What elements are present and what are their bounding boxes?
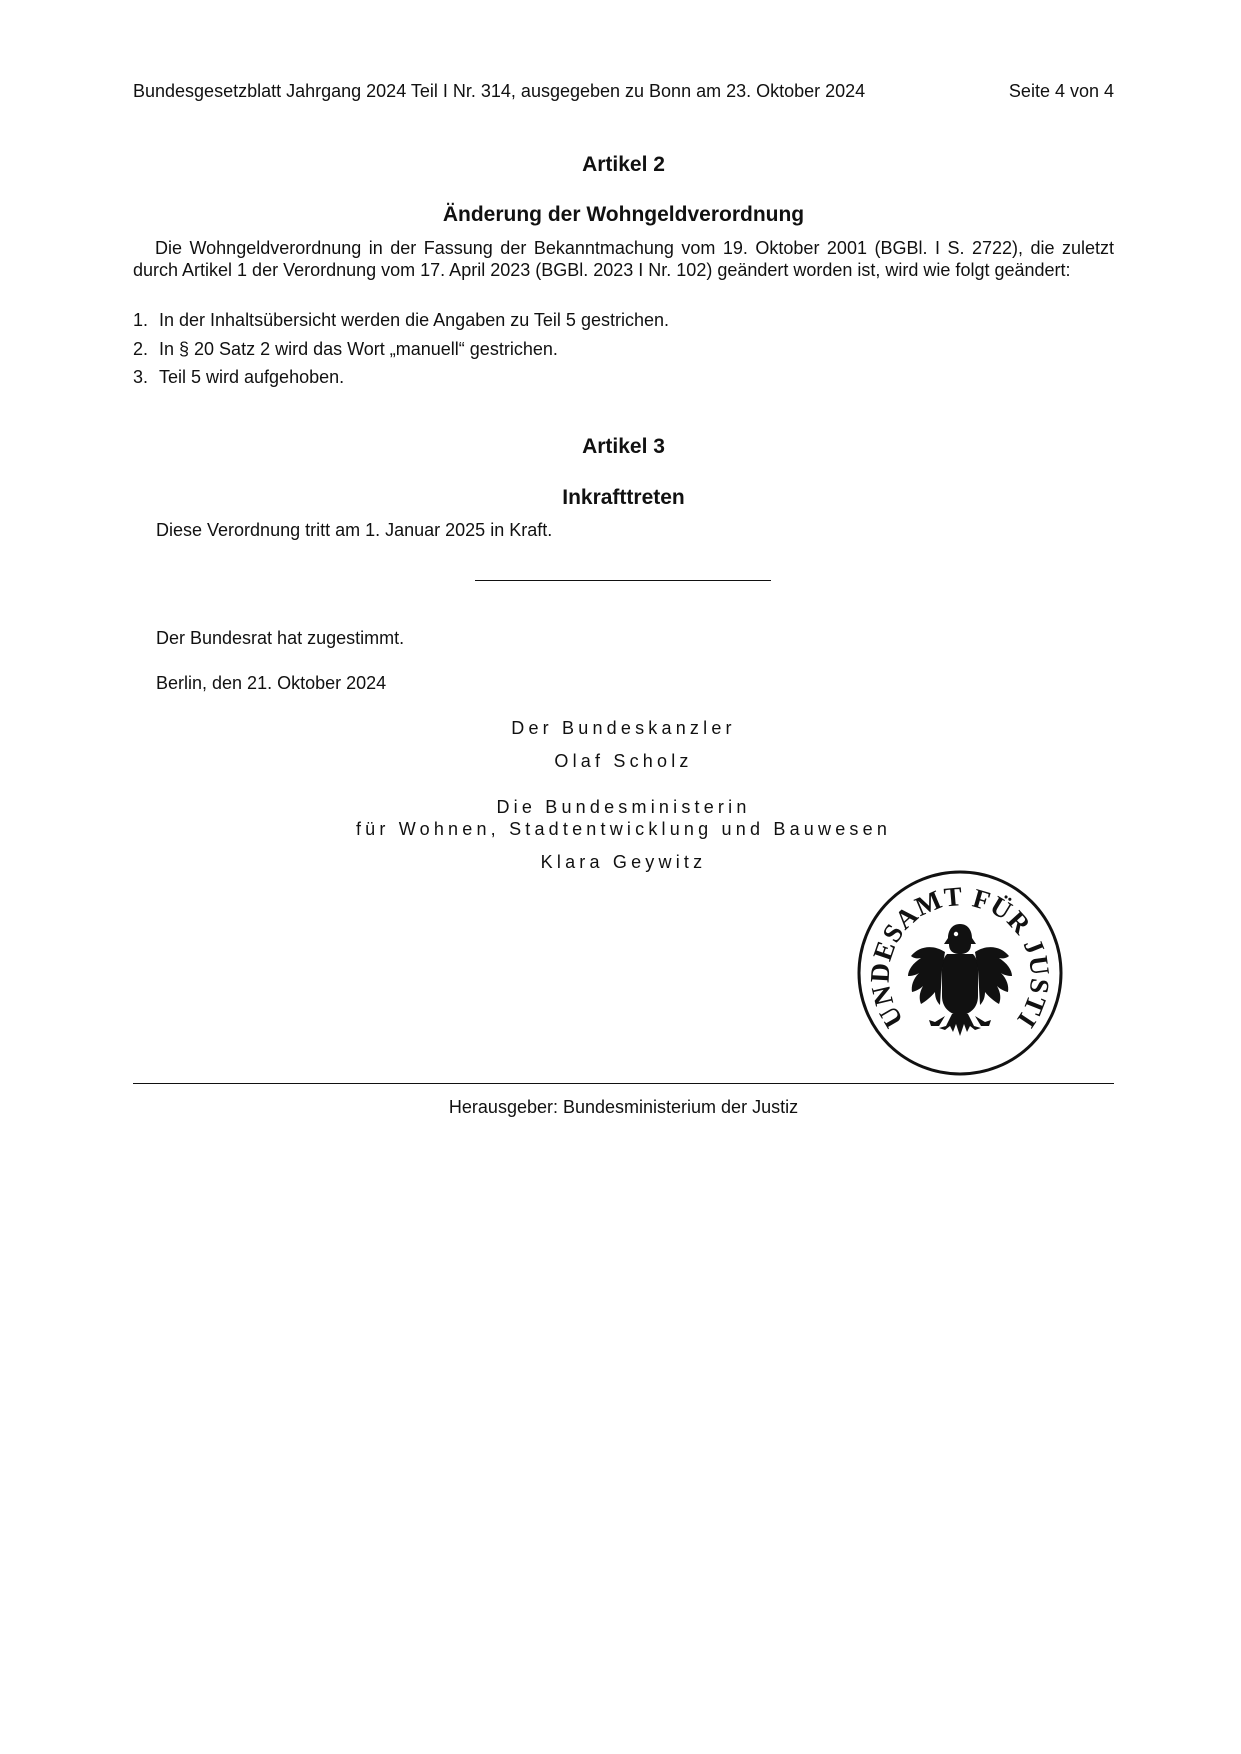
list-item-text: Teil 5 wird aufgehoben. (159, 367, 345, 387)
bundesrat-consent: Der Bundesrat hat zugestimmt. (156, 628, 405, 648)
list-item-number: 3. (133, 367, 149, 387)
article-3-text: Diese Verordnung tritt am 1. Januar 2025 in Kraft. (156, 520, 553, 540)
federal-eagle-icon (908, 924, 1012, 1036)
list-item-number: 1. (133, 310, 149, 330)
article-3-title: Inkrafttreten (562, 486, 685, 509)
separator-rule (475, 580, 771, 581)
publication-header: Bundesgesetzblatt Jahrgang 2024 Teil I Nr. 314, ausgegeben zu Bonn am 23. Oktober 2024 (133, 81, 866, 101)
list-item (133, 367, 344, 388)
seal-text: UNDESAMT FÜR JUSTI (864, 881, 1056, 1034)
minister-name: Klara Geywitz (540, 852, 707, 872)
minister-portfolio: für Wohnen, Stadtentwicklung und Bauwesen (355, 819, 892, 839)
chancellor-name: Olaf Scholz (554, 751, 693, 771)
minister-title: Die Bundesministerin (496, 797, 751, 817)
list-item-number: 2. (133, 339, 149, 359)
article-2-intro: Die Wohngeldverordnung in der Fassung der Bekanntmachung vom 19. Oktober 2001 (BGBl. I S. 2722), die zuletzt durch Artikel 1 der Verordnung vom 17. April 2023 (BGBl. 2023 I Nr. 102) geändert worden ist, wird wie folgt geändert: (133, 238, 1114, 280)
chancellor-title: Der Bundeskanzler (511, 718, 736, 738)
article-2-title: Änderung der Wohngeldverordnung (442, 203, 805, 226)
page-number: Seite 4 von 4 (1008, 81, 1114, 101)
place-and-date: Berlin, den 21. Oktober 2024 (156, 673, 387, 693)
article-2-label: Artikel 2 (582, 153, 665, 176)
bundesamt-fuer-justiz-seal (853, 866, 1067, 1080)
list-item-text: In der Inhaltsübersicht werden die Angaben zu Teil 5 gestrichen. (159, 310, 669, 330)
list-item (133, 310, 669, 331)
article-3-label: Artikel 3 (582, 435, 665, 458)
footer-rule (133, 1083, 1114, 1084)
list-item (133, 339, 558, 360)
list-item-text: In § 20 Satz 2 wird das Wort „manuell“ gestrichen. (159, 339, 558, 359)
publisher-footer: Herausgeber: Bundesministerium der Justiz (448, 1097, 799, 1117)
